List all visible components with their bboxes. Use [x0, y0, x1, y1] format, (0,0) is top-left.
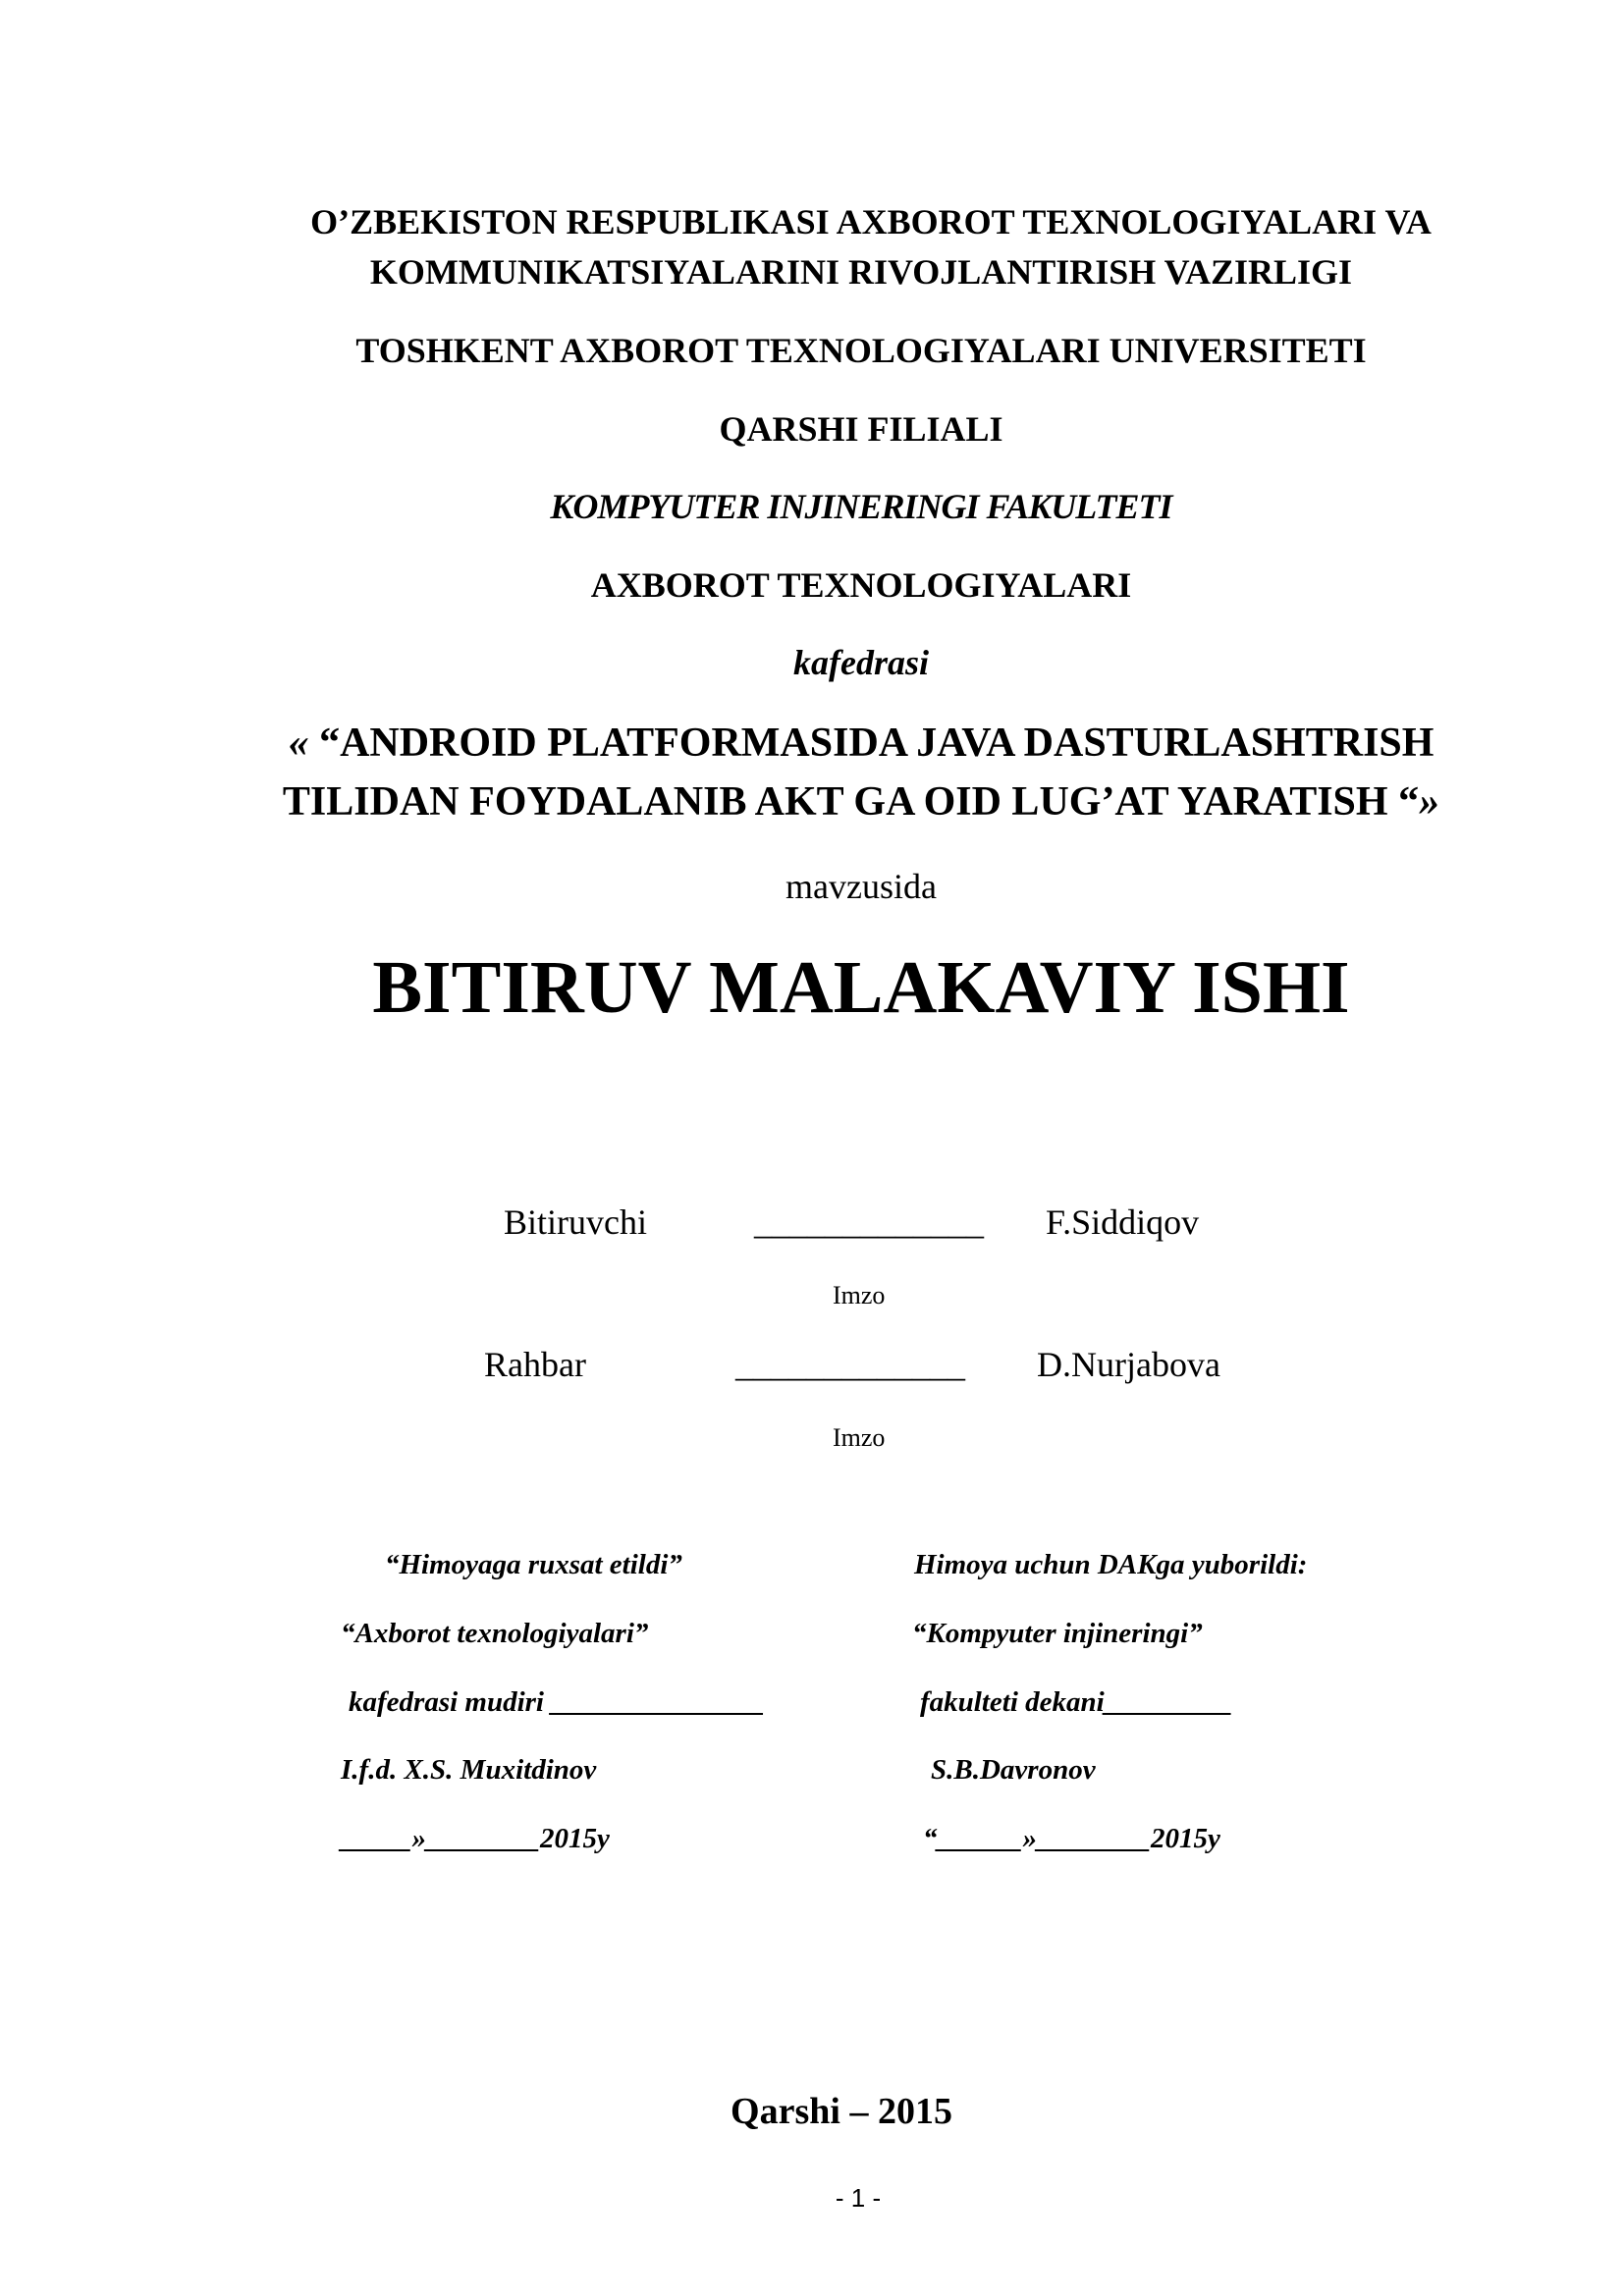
- signature-role: Bitiruvchi: [504, 1202, 647, 1242]
- approval-left-line: “Axborot texnologiyalari”: [341, 1618, 649, 1649]
- approval-left-line: I.f.d. X.S. Muxitdinov: [341, 1754, 597, 1786]
- approval-left-line: _____»________2015y: [341, 1823, 610, 1854]
- place-year: Qarshi – 2015: [731, 2091, 952, 2132]
- topic-line-2: [49, 781, 1624, 823]
- department-name: AXBOROT TEXNOLOGIYALARI: [590, 565, 1132, 605]
- topic-line-2-text: TILIDAN FOYDALANIB AKT GA OID LUG’AT YARATISH “: [282, 779, 1420, 825]
- topic-open-quote: «: [288, 721, 309, 766]
- signature-role: Rahbar: [484, 1345, 586, 1384]
- topic-line-1: [49, 722, 1624, 764]
- ministry-line-2: KOMMUNIKATSIYALARINI RIVOJLANTIRISH VAZIRLIGI: [369, 252, 1353, 292]
- university-name: TOSHKENT AXBOROT TEXNOLOGIYALARI UNIVERSITETI: [355, 331, 1367, 370]
- page-number: - 1 -: [835, 2183, 882, 2213]
- approval-right-line: fakulteti dekani_________: [920, 1686, 1233, 1718]
- approval-right-line: “______»________2015y: [923, 1823, 1220, 1854]
- approval-left-line: “Himoyaga ruxsat etildi”: [385, 1549, 682, 1580]
- branch-name: QARSHI FILIALI: [719, 409, 1003, 449]
- signature-name: F.Siddiqov: [1046, 1202, 1200, 1242]
- document-title: BITIRUV MALAKAVIY ISHI: [372, 946, 1350, 1029]
- signature-caption: Imzo: [833, 1423, 886, 1452]
- topic-close-quote: »: [1419, 779, 1440, 825]
- department-suffix: kafedrasi: [793, 643, 929, 682]
- approval-right-line: Himoya uchun DAKga yuborildi:: [914, 1549, 1308, 1580]
- signature-caption: Imzo: [833, 1281, 886, 1309]
- approval-right-line: S.B.Davronov: [931, 1754, 1096, 1786]
- approval-right-line: “Kompyuter injineringi”: [912, 1618, 1203, 1649]
- faculty-name: KOMPYUTER INJINERINGI FAKULTETI: [550, 487, 1172, 526]
- topic-suffix: mavzusida: [785, 867, 937, 906]
- approval-left-line: kafedrasi mudiri _______________: [349, 1686, 765, 1718]
- signature-name: D.Nurjabova: [1037, 1345, 1220, 1384]
- topic-line-1-text: “ANDROID PLATFORMASIDA JAVA DASTURLASHTRISH: [308, 721, 1435, 766]
- signature-line: _____________: [754, 1202, 984, 1242]
- signature-line: _____________: [735, 1345, 965, 1384]
- ministry-line-1: O’ZBEKISTON RESPUBLIKASI AXBOROT TEXNOLOGIYALARI VA: [310, 202, 1432, 241]
